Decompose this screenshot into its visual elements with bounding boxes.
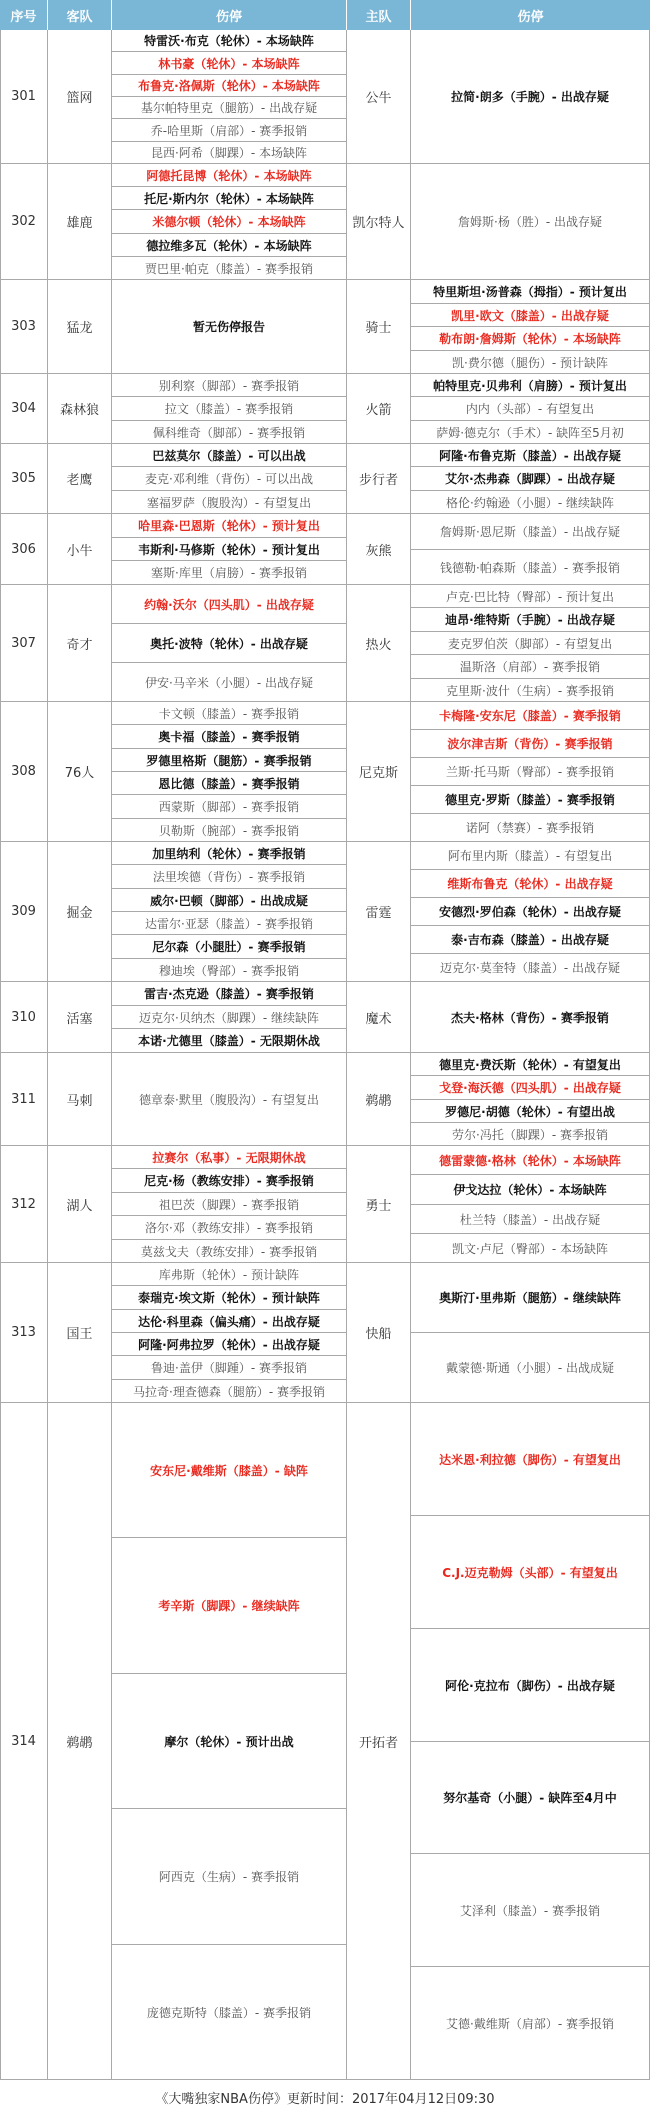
- home-injury-entry: 劳尔·冯托（脚踝）- 赛季报销: [411, 1123, 650, 1146]
- away-injury-entry: 佩科维奇（脚部）- 赛季报销: [112, 421, 347, 444]
- away-injury-entry: 特雷沃·布克（轮休）- 本场缺阵: [112, 30, 347, 52]
- home-injury-entry: 罗德尼·胡德（轮休）- 有望出战: [411, 1100, 650, 1123]
- away-injury-entry: 鲁迪·盖伊（脚踵）- 赛季报销: [112, 1356, 347, 1380]
- away-injury-entry: 麦克·邓利维（背伤）- 可以出战: [112, 467, 347, 491]
- home-injury-entry: 达米恩·利拉德（脚伤）- 有望复出: [411, 1403, 650, 1516]
- game-number: 312: [0, 1146, 48, 1263]
- away-team-name: 掘金: [48, 842, 112, 982]
- away-injury-entry: 祖巴茨（脚踝）- 赛季报销: [112, 1193, 347, 1216]
- away-injury-entry: 庞德克斯特（膝盖）- 赛季报销: [112, 1945, 347, 2080]
- game-number: 303: [0, 280, 48, 374]
- home-team-name: 开拓者: [347, 1403, 411, 2080]
- away-injury-entry: 林书豪（轮休）- 本场缺阵: [112, 52, 347, 75]
- away-injury-entry: 加里纳利（轮休）- 赛季报销: [112, 842, 347, 865]
- away-injury-entry: 穆迪埃（臀部）- 赛季报销: [112, 959, 347, 982]
- away-injury-entry: 马拉奇·理查德森（腿筋）- 赛季报销: [112, 1380, 347, 1403]
- home-injury-entry: 奥斯汀·里弗斯（腿筋）- 继续缺阵: [411, 1263, 650, 1333]
- away-injury-entry: 奥托·波特（轮休）- 出战存疑: [112, 624, 347, 663]
- home-team-name: 热火: [347, 585, 411, 702]
- home-injury-entry: 凯里·欧文（膝盖）- 出战存疑: [411, 304, 650, 327]
- away-injury-entry: 哈里森·巴恩斯（轮休）- 预计复出: [112, 514, 347, 538]
- away-injury-entry: 考辛斯（脚踝）- 继续缺阵: [112, 1538, 347, 1674]
- away-injury-entry: 贝勒斯（腕部）- 赛季报销: [112, 819, 347, 842]
- home-injury-entry: 帕特里克·贝弗利（肩膀）- 预计复出: [411, 374, 650, 397]
- away-injury-entry: 拉文（膝盖）- 赛季报销: [112, 397, 347, 421]
- away-team-name: 活塞: [48, 982, 112, 1053]
- game-number: 311: [0, 1053, 48, 1146]
- home-injury-entry: 钱德勒·帕森斯（膝盖）- 赛季报销: [411, 550, 650, 585]
- header-away-injuries: 伤停: [112, 0, 347, 30]
- away-injury-entry: 卡文顿（膝盖）- 赛季报销: [112, 702, 347, 725]
- away-injury-entry: 雷吉·杰克逊（膝盖）- 赛季报销: [112, 982, 347, 1006]
- home-injury-entry: 特里斯坦·汤普森（拇指）- 预计复出: [411, 280, 650, 304]
- home-team-name: 鹈鹕: [347, 1053, 411, 1146]
- away-team-name: 奇才: [48, 585, 112, 702]
- home-injury-entry: 兰斯·托马斯（臀部）- 赛季报销: [411, 758, 650, 786]
- away-injury-entry: 尼克·杨（教练安排）- 赛季报销: [112, 1169, 347, 1193]
- away-team-name: 猛龙: [48, 280, 112, 374]
- away-team-name: 森林狼: [48, 374, 112, 444]
- away-team-name: 国王: [48, 1263, 112, 1403]
- away-injury-entry: 布鲁克·洛佩斯（轮休）- 本场缺阵: [112, 75, 347, 97]
- home-injury-entry: 杜兰特（膝盖）- 出战存疑: [411, 1205, 650, 1234]
- away-injury-entry: 基尔帕特里克（腿筋）- 出战存疑: [112, 97, 347, 119]
- home-team-name: 公牛: [347, 30, 411, 164]
- away-injury-entry: 西蒙斯（脚部）- 赛季报销: [112, 795, 347, 819]
- header-home-team: 主队: [347, 0, 411, 30]
- home-injury-entry: 艾德·戴维斯（肩部）- 赛季报销: [411, 1967, 650, 2080]
- away-injury-entry: 阿隆·阿弗拉罗（轮休）- 出战存疑: [112, 1333, 347, 1356]
- away-injury-entry: 泰瑞克·埃文斯（轮休）- 预计缺阵: [112, 1286, 347, 1310]
- home-injury-entry: 维斯布鲁克（轮休）- 出战存疑: [411, 870, 650, 898]
- home-injury-entry: 诺阿（禁赛）- 赛季报销: [411, 814, 650, 842]
- game-number: 306: [0, 514, 48, 585]
- away-injury-entry: 昆西·阿希（脚踝）- 本场缺阵: [112, 142, 347, 164]
- away-injury-entry: 阿西克（生病）- 赛季报销: [112, 1809, 347, 1945]
- home-injury-entry: 德里克·罗斯（膝盖）- 赛季报销: [411, 786, 650, 814]
- home-team-name: 灰熊: [347, 514, 411, 585]
- game-number: 305: [0, 444, 48, 514]
- home-team-name: 凯尔特人: [347, 164, 411, 280]
- away-injury-entry: 安东尼·戴维斯（膝盖）- 缺阵: [112, 1403, 347, 1538]
- away-injury-entry: 洛尔·邓（教练安排）- 赛季报销: [112, 1216, 347, 1240]
- home-injury-entry: 詹姆斯·杨（胜）- 出战存疑: [411, 164, 650, 280]
- away-injury-entry: 威尔·巴顿（脚部）- 出战成疑: [112, 889, 347, 912]
- home-team-name: 魔术: [347, 982, 411, 1053]
- home-injury-entry: 卢克·巴比特（臀部）- 预计复出: [411, 585, 650, 608]
- away-injury-entry: 奥卡福（膝盖）- 赛季报销: [112, 725, 347, 749]
- away-injury-entry: 别利察（脚部）- 赛季报销: [112, 374, 347, 397]
- away-injury-entry: 德拉维多瓦（轮休）- 本场缺阵: [112, 234, 347, 257]
- away-team-name: 老鹰: [48, 444, 112, 514]
- away-injury-entry: 库弗斯（轮休）- 预计缺阵: [112, 1263, 347, 1286]
- away-injury-entry: 尼尔森（小腿肚）- 赛季报销: [112, 935, 347, 959]
- home-injury-entry: 麦克罗伯茨（脚部）- 有望复出: [411, 632, 650, 655]
- away-team-name: 马刺: [48, 1053, 112, 1146]
- away-injury-entry: 恩比德（膝盖）- 赛季报销: [112, 772, 347, 795]
- away-injury-entry: 罗德里格斯（腿筋）- 赛季报销: [112, 749, 347, 772]
- header-no: 序号: [0, 0, 48, 30]
- home-injury-entry: 戈登·海沃德（四头肌）- 出战存疑: [411, 1076, 650, 1100]
- away-injury-entry: 德章泰·默里（腹股沟）- 有望复出: [112, 1053, 347, 1146]
- away-injury-entry: 伊安·马辛米（小腿）- 出战存疑: [112, 663, 347, 702]
- away-injury-entry: 迈克尔·贝纳杰（脚踝）- 继续缺阵: [112, 1006, 347, 1029]
- home-injury-entry: 阿伦·克拉布（脚伤）- 出战存疑: [411, 1629, 650, 1742]
- home-injury-entry: 萨姆·德克尔（手术）- 缺阵至5月初: [411, 421, 650, 444]
- header-away-team: 客队: [48, 0, 112, 30]
- home-team-name: 火箭: [347, 374, 411, 444]
- away-injury-entry: 托尼·斯内尔（轮休）- 本场缺阵: [112, 187, 347, 210]
- home-injury-entry: 詹姆斯·恩尼斯（膝盖）- 出战存疑: [411, 514, 650, 550]
- away-injury-entry: 韦斯利·马修斯（轮休）- 预计复出: [112, 538, 347, 561]
- away-injury-entry: 达伦·科里森（偏头痛）- 出战存疑: [112, 1310, 347, 1333]
- away-team-name: 鹈鹕: [48, 1403, 112, 2080]
- home-injury-entry: C.J.迈克勒姆（头部）- 有望复出: [411, 1516, 650, 1629]
- home-injury-entry: 伊戈达拉（轮休）- 本场缺阵: [411, 1175, 650, 1205]
- away-team-name: 雄鹿: [48, 164, 112, 280]
- header-home-injuries: 伤停: [411, 0, 650, 30]
- home-team-name: 勇士: [347, 1146, 411, 1263]
- away-injury-entry: 乔-哈里斯（肩部）- 赛季报销: [112, 119, 347, 142]
- home-injury-entry: 格伦·约翰逊（小腿）- 继续缺阵: [411, 491, 650, 514]
- away-injury-entry: 塞斯·库里（肩膀）- 赛季报销: [112, 561, 347, 585]
- home-injury-entry: 杰夫·格林（背伤）- 赛季报销: [411, 982, 650, 1053]
- home-injury-entry: 迪昂·维特斯（手腕）- 出战存疑: [411, 608, 650, 632]
- home-team-name: 雷霆: [347, 842, 411, 982]
- home-injury-entry: 艾尔·杰弗森（脚踝）- 出战存疑: [411, 467, 650, 491]
- game-number: 304: [0, 374, 48, 444]
- home-injury-entry: 阿隆·布鲁克斯（膝盖）- 出战存疑: [411, 444, 650, 467]
- away-injury-entry: 摩尔（轮休）- 预计出战: [112, 1674, 347, 1809]
- away-injury-entry: 贾巴里·帕克（膝盖）- 赛季报销: [112, 257, 347, 280]
- game-number: 309: [0, 842, 48, 982]
- home-injury-entry: 努尔基奇（小腿）- 缺阵至4月中: [411, 1742, 650, 1854]
- away-injury-entry: 本诺·尤德里（膝盖）- 无限期休战: [112, 1029, 347, 1053]
- home-injury-entry: 阿布里内斯（膝盖）- 有望复出: [411, 842, 650, 870]
- away-team-name: 小牛: [48, 514, 112, 585]
- home-team-name: 骑士: [347, 280, 411, 374]
- home-injury-entry: 艾泽利（膝盖）- 赛季报销: [411, 1854, 650, 1967]
- away-team-name: 76人: [48, 702, 112, 842]
- home-injury-entry: 凯文·卢尼（臀部）- 本场缺阵: [411, 1234, 650, 1263]
- home-injury-entry: 戴蒙德·斯通（小腿）- 出战成疑: [411, 1333, 650, 1403]
- away-injury-entry: 拉赛尔（私事）- 无限期休战: [112, 1146, 347, 1169]
- game-number: 308: [0, 702, 48, 842]
- home-injury-entry: 安德烈·罗伯森（轮休）- 出战存疑: [411, 898, 650, 926]
- game-number: 302: [0, 164, 48, 280]
- home-team-name: 尼克斯: [347, 702, 411, 842]
- away-injury-entry: 阿德托昆博（轮休）- 本场缺阵: [112, 164, 347, 187]
- home-injury-entry: 德雷蒙德·格林（轮休）- 本场缺阵: [411, 1146, 650, 1175]
- away-injury-entry: 约翰·沃尔（四头肌）- 出战存疑: [112, 585, 347, 624]
- game-number: 314: [0, 1403, 48, 2080]
- away-injury-entry: 米德尔顿（轮休）- 本场缺阵: [112, 210, 347, 234]
- game-number: 301: [0, 30, 48, 164]
- away-injury-entry: 达雷尔·亚瑟（膝盖）- 赛季报销: [112, 912, 347, 935]
- game-number: 307: [0, 585, 48, 702]
- game-number: 313: [0, 1263, 48, 1403]
- away-team-name: 篮网: [48, 30, 112, 164]
- home-injury-entry: 内内（头部）- 有望复出: [411, 397, 650, 421]
- home-injury-entry: 波尔津吉斯（背伤）- 赛季报销: [411, 730, 650, 758]
- away-injury-entry: 法里埃德（背伤）- 赛季报销: [112, 865, 347, 889]
- away-injury-entry: 塞福罗萨（腹股沟）- 有望复出: [112, 491, 347, 514]
- away-injury-entry: 巴兹莫尔（膝盖）- 可以出战: [112, 444, 347, 467]
- home-injury-entry: 卡梅隆·安东尼（膝盖）- 赛季报销: [411, 702, 650, 730]
- home-team-name: 快船: [347, 1263, 411, 1403]
- home-injury-entry: 勒布朗·詹姆斯（轮休）- 本场缺阵: [411, 327, 650, 351]
- home-injury-entry: 克里斯·波什（生病）- 赛季报销: [411, 679, 650, 702]
- home-team-name: 步行者: [347, 444, 411, 514]
- home-injury-entry: 泰·吉布森（膝盖）- 出战存疑: [411, 926, 650, 954]
- home-injury-entry: 凯·费尔德（腿伤）- 预计缺阵: [411, 351, 650, 374]
- away-injury-entry: 暂无伤停报告: [112, 280, 347, 374]
- update-footer: 《大嘴独家NBA伤停》更新时间：2017年04月12日09:30: [155, 2091, 495, 2107]
- away-injury-entry: 莫兹戈夫（教练安排）- 赛季报销: [112, 1240, 347, 1263]
- home-injury-entry: 迈克尔·莫奎特（膝盖）- 出战存疑: [411, 954, 650, 982]
- home-injury-entry: 拉简·朗多（手腕）- 出战存疑: [411, 30, 650, 164]
- away-team-name: 湖人: [48, 1146, 112, 1263]
- home-injury-entry: 德里克·费沃斯（轮休）- 有望复出: [411, 1053, 650, 1076]
- game-number: 310: [0, 982, 48, 1053]
- home-injury-entry: 温斯洛（肩部）- 赛季报销: [411, 655, 650, 679]
